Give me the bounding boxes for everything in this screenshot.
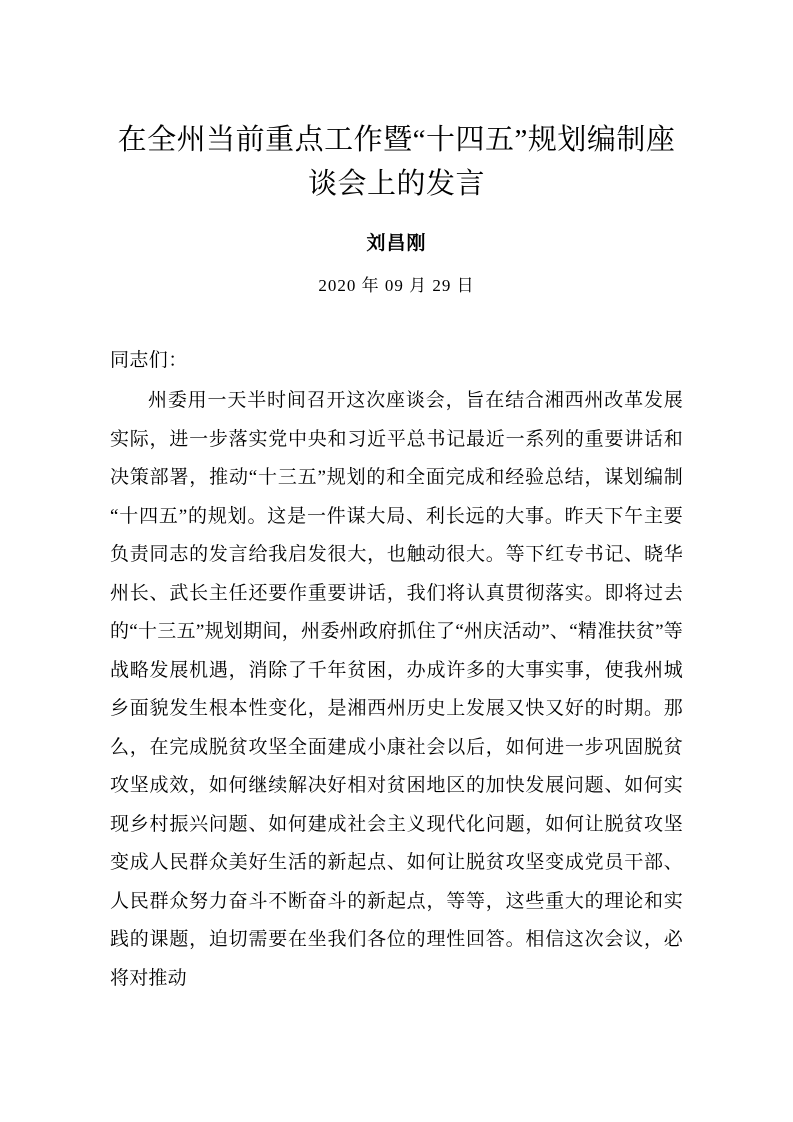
document-date: 2020 年 09 月 29 日 (318, 276, 475, 295)
body-paragraph: 州委用一天半时间召开这次座谈会，旨在结合湘西州改革发展实际，进一步落实党中央和习近平总书记最近一系列的重要讲话和决策部署，推动“十三五”规划的和全面完成和经验总结，谋划编制“十四五”的规划。这是一件谋大局、利长远的大事。昨天下午主要负责同志的发言给我启发很大，也触动很大。等下红专书记、晓华州长、武长主任还要作重要讲话，我们将认真贯彻落实。即将过去的“十三五”规划期间，州委州政府抓住了“州庆活动”、“精准扶贫”等战略发展机遇，消除了千年贫困，办成许多的大事实事，使我州城乡面貌发生根本性变化，是湘西州历史上发展又快又好的时期。那么，在完成脱贫攻坚全面建成小康社会以后，如何进一步巩固脱贫攻坚成效，如何继续解决好相对贫困地区的加快发展问题、如何实现乡村振兴问题、如何建成社会主义现代化问题，如何让脱贫攻坚变成人民群众美好生活的新起点、如何让脱贫攻坚变成党员干部、人民群众努力奋斗不断奋斗的新起点，等等，这些重大的理论和实践的课题，迫切需要在坐我们各位的理性回答。相信这次会议，必将对推动 (110, 390, 683, 989)
author-name: 刘昌刚 (366, 232, 427, 254)
page-title: 在全州当前重点工作暨“十四五”规划编制座谈会上的发言 (117, 124, 676, 200)
salutation: 同志们： (110, 350, 188, 371)
